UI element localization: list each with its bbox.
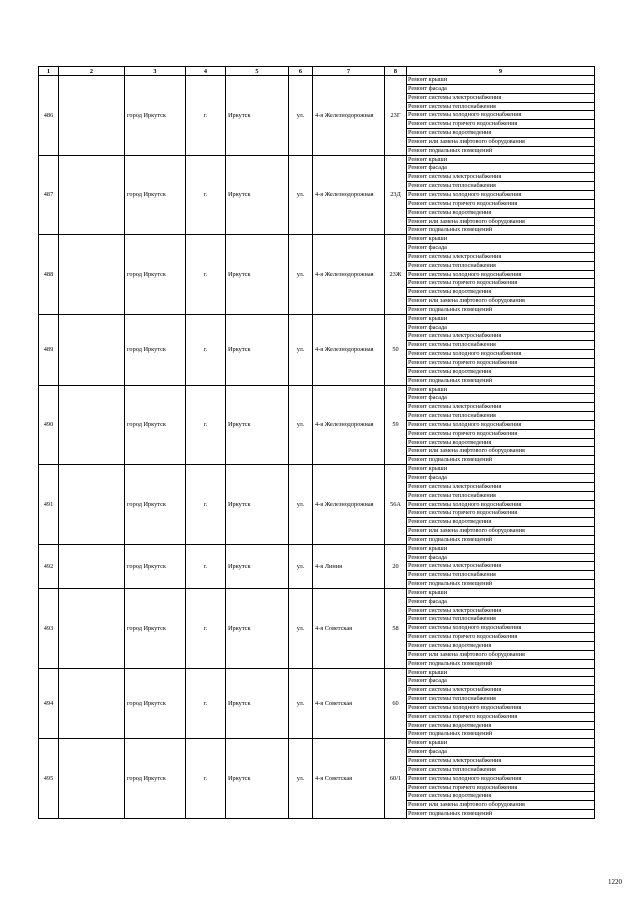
table-row xyxy=(39,668,595,739)
work-item: Ремонт подвальных помещений xyxy=(408,305,493,313)
cell-empty xyxy=(59,739,125,819)
work-item: Ремонт системы водоотведения xyxy=(407,439,594,448)
register-table xyxy=(38,66,595,819)
work-item: Ремонт системы холодного водоснабжения xyxy=(407,111,594,120)
work-item: Ремонт системы горячего водоснабжения xyxy=(407,279,594,288)
cell-cityname: Иркутск xyxy=(226,385,289,465)
column-header: 6 xyxy=(289,67,313,76)
work-item: Ремонт подвальных помещений xyxy=(408,810,493,818)
work-item: Ремонт системы холодного водоснабжения xyxy=(407,271,594,280)
work-item: Ремонт крыши xyxy=(407,465,594,474)
cell-city: город Иркутск xyxy=(125,465,186,545)
cell-num: 486 xyxy=(39,76,59,156)
cell-ul: ул. xyxy=(289,76,313,156)
work-item: Ремонт системы холодного водоснабжения xyxy=(407,624,594,633)
work-item: Ремонт системы водоотведения xyxy=(407,368,594,377)
cell-city: город Иркутск xyxy=(125,739,186,819)
work-item: Ремонт системы холодного водоснабжения xyxy=(407,704,594,713)
cell-ul: ул. xyxy=(289,314,313,385)
cell-street: 4-я Железнодорожная xyxy=(313,76,385,156)
work-item: Ремонт крыши xyxy=(407,545,594,554)
cell-city: город Иркутск xyxy=(125,668,186,739)
table-row xyxy=(39,155,595,235)
work-item: Ремонт крыши xyxy=(407,235,594,244)
cell-street: 4-я Железнодорожная xyxy=(313,314,385,385)
work-item: Ремонт системы электроснабжения xyxy=(407,253,594,262)
work-item: Ремонт или замена лифтового оборудования xyxy=(407,801,594,810)
work-item: Ремонт системы горячего водоснабжения xyxy=(407,200,594,209)
work-item: Ремонт фасада xyxy=(407,474,594,483)
cell-city: город Иркутск xyxy=(125,76,186,156)
work-item: Ремонт фасада xyxy=(407,164,594,173)
work-item: Ремонт системы теплоснабжения xyxy=(407,571,594,580)
column-header: 2 xyxy=(59,67,125,76)
table-row xyxy=(39,235,595,315)
cell-works xyxy=(407,76,595,156)
work-item: Ремонт системы холодного водоснабжения xyxy=(407,191,594,200)
work-item: Ремонт системы горячего водоснабжения xyxy=(407,430,594,439)
work-item: Ремонт системы теплоснабжения xyxy=(407,182,594,191)
cell-city: город Иркутск xyxy=(125,544,186,588)
cell-num: 491 xyxy=(39,465,59,545)
cell-city: город Иркутск xyxy=(125,155,186,235)
cell-empty xyxy=(59,314,125,385)
work-item: Ремонт крыши xyxy=(407,315,594,324)
cell-cityname: Иркутск xyxy=(226,314,289,385)
cell-city: город Иркутск xyxy=(125,385,186,465)
cell-house: 20 xyxy=(385,544,407,588)
work-item: Ремонт системы теплоснабжения xyxy=(407,492,594,501)
work-item: Ремонт системы горячего водоснабжения xyxy=(407,509,594,518)
cell-num: 488 xyxy=(39,235,59,315)
work-item: Ремонт системы водоотведения xyxy=(407,129,594,138)
column-header: 3 xyxy=(125,67,186,76)
table-row xyxy=(39,385,595,465)
cell-num: 489 xyxy=(39,314,59,385)
work-item: Ремонт подвальных помещений xyxy=(408,456,493,464)
cell-house: 23Д xyxy=(385,155,407,235)
work-item: Ремонт системы водоотведения xyxy=(407,209,594,218)
work-item: Ремонт системы холодного водоснабжения xyxy=(407,350,594,359)
work-item: Ремонт подвальных помещений xyxy=(408,146,493,154)
work-item: Ремонт системы электроснабжения xyxy=(407,562,594,571)
work-item: Ремонт системы электроснабжения xyxy=(407,757,594,766)
work-item: Ремонт или замена лифтового оборудования xyxy=(407,651,594,660)
cell-ul: ул. xyxy=(289,465,313,545)
work-item: Ремонт подвальных помещений xyxy=(408,535,493,543)
cell-ul: ул. xyxy=(289,235,313,315)
cell-house: 56А xyxy=(385,465,407,545)
work-item: Ремонт системы теплоснабжения xyxy=(407,766,594,775)
work-item: Ремонт системы холодного водоснабжения xyxy=(407,501,594,510)
work-item: Ремонт системы электроснабжения xyxy=(407,686,594,695)
cell-ul: ул. xyxy=(289,155,313,235)
work-item: Ремонт системы горячего водоснабжения xyxy=(407,359,594,368)
column-header: 7 xyxy=(313,67,385,76)
work-item: Ремонт подвальных помещений xyxy=(408,730,493,738)
work-item: Ремонт системы теплоснабжения xyxy=(407,262,594,271)
table-row xyxy=(39,544,595,588)
column-header: 8 xyxy=(385,67,407,76)
cell-street: 4-я Железнодорожная xyxy=(313,155,385,235)
cell-house: 23Ж xyxy=(385,235,407,315)
cell-works xyxy=(407,544,595,588)
cell-ul: ул. xyxy=(289,544,313,588)
work-item: Ремонт фасада xyxy=(407,324,594,333)
work-item: Ремонт системы теплоснабжения xyxy=(407,695,594,704)
cell-ul: ул. xyxy=(289,668,313,739)
cell-g: г. xyxy=(186,588,226,668)
work-item: Ремонт фасада xyxy=(407,244,594,253)
work-item: Ремонт системы водоотведения xyxy=(407,288,594,297)
cell-cityname: Иркутск xyxy=(226,739,289,819)
cell-num: 493 xyxy=(39,588,59,668)
column-header: 4 xyxy=(186,67,226,76)
cell-g: г. xyxy=(186,235,226,315)
table-body xyxy=(39,76,595,819)
cell-works xyxy=(407,465,595,545)
page-number: 1220 xyxy=(608,878,622,886)
cell-city: город Иркутск xyxy=(125,588,186,668)
work-item: Ремонт системы холодного водоснабжения xyxy=(407,775,594,784)
cell-works xyxy=(407,235,595,315)
cell-empty xyxy=(59,76,125,156)
cell-house: 59 xyxy=(385,385,407,465)
work-item: Ремонт подвальных помещений xyxy=(408,226,493,234)
cell-empty xyxy=(59,155,125,235)
cell-num: 492 xyxy=(39,544,59,588)
cell-works xyxy=(407,739,595,819)
work-item: Ремонт системы водоотведения xyxy=(407,642,594,651)
cell-num: 495 xyxy=(39,739,59,819)
cell-ul: ул. xyxy=(289,588,313,668)
work-item: Ремонт системы водоотведения xyxy=(407,518,594,527)
table-row xyxy=(39,76,595,156)
cell-street: 4-я Советская xyxy=(313,588,385,668)
work-item: Ремонт крыши xyxy=(407,739,594,748)
cell-g: г. xyxy=(186,155,226,235)
work-item: Ремонт системы теплоснабжения xyxy=(407,412,594,421)
cell-works xyxy=(407,668,595,739)
work-item: Ремонт системы горячего водоснабжения xyxy=(407,633,594,642)
work-item: Ремонт или замена лифтового оборудования xyxy=(407,527,594,536)
cell-cityname: Иркутск xyxy=(226,76,289,156)
work-item: Ремонт фасада xyxy=(407,748,594,757)
cell-works xyxy=(407,155,595,235)
cell-house: 60 xyxy=(385,668,407,739)
work-item: Ремонт крыши xyxy=(407,76,594,85)
work-item: Ремонт или замена лифтового оборудования xyxy=(407,138,594,147)
work-item: Ремонт системы горячего водоснабжения xyxy=(407,784,594,793)
cell-street: 4-я Железнодорожная xyxy=(313,385,385,465)
cell-works xyxy=(407,314,595,385)
work-item: Ремонт крыши xyxy=(407,669,594,678)
table-row xyxy=(39,588,595,668)
work-item: Ремонт системы электроснабжения xyxy=(407,332,594,341)
header-row xyxy=(39,67,595,76)
work-item: Ремонт крыши xyxy=(407,386,594,395)
work-item: Ремонт системы водоотведения xyxy=(407,792,594,801)
cell-empty xyxy=(59,544,125,588)
work-item: Ремонт системы горячего водоснабжения xyxy=(407,713,594,722)
work-item: Ремонт фасада xyxy=(407,554,594,563)
work-item: Ремонт системы электроснабжения xyxy=(407,403,594,412)
cell-street: 4-я Линия xyxy=(313,544,385,588)
work-item: Ремонт или замена лифтового оборудования xyxy=(407,218,594,227)
work-item: Ремонт или замена лифтового оборудования xyxy=(407,447,594,456)
cell-g: г. xyxy=(186,385,226,465)
table-row xyxy=(39,314,595,385)
work-item: Ремонт фасада xyxy=(407,677,594,686)
cell-works xyxy=(407,588,595,668)
cell-cityname: Иркутск xyxy=(226,544,289,588)
cell-works xyxy=(407,385,595,465)
work-item: Ремонт подвальных помещений xyxy=(408,376,493,384)
work-item: Ремонт системы теплоснабжения xyxy=(407,103,594,112)
cell-street: 4-я Железнодорожная xyxy=(313,465,385,545)
cell-house: 23Г xyxy=(385,76,407,156)
cell-cityname: Иркутск xyxy=(226,465,289,545)
cell-street: 4-я Железнодорожная xyxy=(313,235,385,315)
cell-g: г. xyxy=(186,739,226,819)
table-row xyxy=(39,465,595,545)
work-item: Ремонт системы электроснабжения xyxy=(407,173,594,182)
work-item: Ремонт системы холодного водоснабжения xyxy=(407,421,594,430)
cell-num: 494 xyxy=(39,668,59,739)
column-header: 5 xyxy=(226,67,289,76)
work-item: Ремонт системы электроснабжения xyxy=(407,607,594,616)
column-header: 9 xyxy=(407,67,595,76)
cell-house: 50 xyxy=(385,314,407,385)
cell-empty xyxy=(59,385,125,465)
cell-house: 60/1 xyxy=(385,739,407,819)
cell-house: 58 xyxy=(385,588,407,668)
cell-empty xyxy=(59,465,125,545)
work-item: Ремонт крыши xyxy=(407,156,594,165)
cell-num: 490 xyxy=(39,385,59,465)
cell-city: город Иркутск xyxy=(125,314,186,385)
work-item: Ремонт фасада xyxy=(407,394,594,403)
cell-cityname: Иркутск xyxy=(226,588,289,668)
cell-g: г. xyxy=(186,544,226,588)
work-item: Ремонт подвальных помещений xyxy=(408,659,493,667)
column-header: 1 xyxy=(39,67,59,76)
cell-city: город Иркутск xyxy=(125,235,186,315)
work-item: Ремонт системы электроснабжения xyxy=(407,94,594,103)
cell-empty xyxy=(59,588,125,668)
table-row xyxy=(39,739,595,819)
cell-street: 4-я Советская xyxy=(313,739,385,819)
cell-g: г. xyxy=(186,314,226,385)
cell-g: г. xyxy=(186,76,226,156)
cell-empty xyxy=(59,235,125,315)
work-item: Ремонт фасада xyxy=(407,85,594,94)
work-item: Ремонт подвальных помещений xyxy=(408,580,493,588)
work-item: Ремонт системы теплоснабжения xyxy=(407,341,594,350)
cell-street: 4-я Советская xyxy=(313,668,385,739)
cell-cityname: Иркутск xyxy=(226,155,289,235)
cell-g: г. xyxy=(186,465,226,545)
cell-cityname: Иркутск xyxy=(226,235,289,315)
work-item: Ремонт системы электроснабжения xyxy=(407,483,594,492)
cell-ul: ул. xyxy=(289,739,313,819)
cell-num: 487 xyxy=(39,155,59,235)
work-item: Ремонт фасада xyxy=(407,598,594,607)
cell-cityname: Иркутск xyxy=(226,668,289,739)
work-item: Ремонт системы теплоснабжения xyxy=(407,615,594,624)
cell-ul: ул. xyxy=(289,385,313,465)
work-item: Ремонт крыши xyxy=(407,589,594,598)
cell-g: г. xyxy=(186,668,226,739)
work-item: Ремонт системы горячего водоснабжения xyxy=(407,120,594,129)
work-item: Ремонт или замена лифтового оборудования xyxy=(407,297,594,306)
cell-empty xyxy=(59,668,125,739)
work-item: Ремонт системы водоотведения xyxy=(407,722,594,731)
